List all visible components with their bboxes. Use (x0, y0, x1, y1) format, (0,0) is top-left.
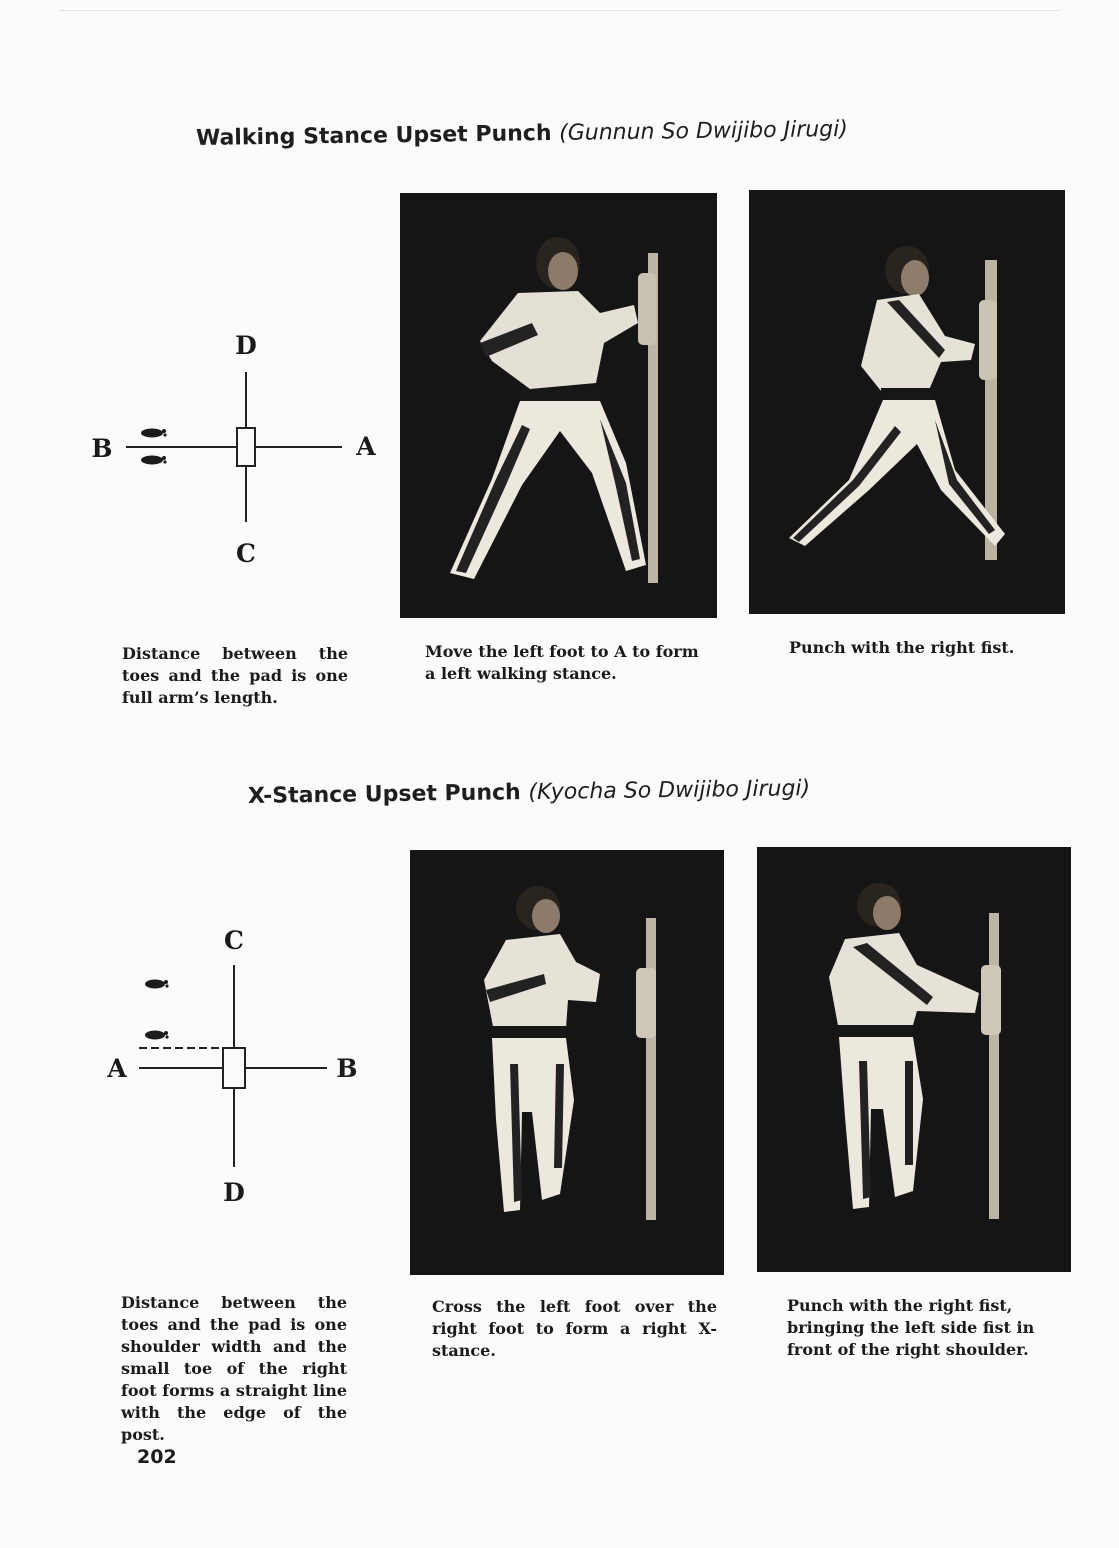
photo-walking-stance-step1 (400, 193, 717, 618)
diagram-label-left: A (107, 1054, 127, 1083)
diagram-label-top: C (224, 926, 244, 955)
walking-stance-diagram (80, 320, 390, 580)
caption-walking-stance-distance: Distance between the toes and the pad is one full arm’s length. (122, 644, 348, 707)
diagram-label-top: D (235, 331, 257, 360)
photo-walking-stance-step2 (749, 190, 1065, 614)
footprints-icon (145, 980, 169, 1040)
caption-x-stance-step2: Punch with the right fist, bringing the left side fist in front of the right shoulder. (787, 1296, 1035, 1359)
page-number: 202 (137, 1446, 177, 1468)
diagram-label-bottom: C (236, 539, 256, 568)
section-title-korean: (Gunnun So Dwijibo Jirugi) (559, 116, 849, 146)
diagram-label-left: B (91, 434, 113, 463)
page-edge-rule (60, 10, 1060, 11)
section-title-text: Walking Stance Upset Punch (195, 121, 552, 151)
diagram-label-right: B (336, 1054, 358, 1083)
section-title-walking-stance (196, 117, 848, 151)
x-stance-diagram (95, 915, 370, 1215)
section-title-korean: (Kyocha So Dwijibo Jirugi) (528, 776, 811, 806)
photo-x-stance-step2 (757, 847, 1071, 1272)
photo-x-stance-step1 (410, 850, 724, 1275)
section-title-text: X-Stance Upset Punch (247, 780, 521, 809)
caption-x-stance-step1: Cross the left foot over the right foot to form a right X-stance. (432, 1297, 717, 1360)
caption-x-stance-distance: Distance between the toes and the pad is one shoulder width and the small toe of the right foot forms a straight line with the edge of the post. (121, 1293, 347, 1444)
caption-walking-stance-step1: Move the left foot to A to form a left walking stance. (425, 642, 699, 683)
section-title-x-stance (248, 776, 810, 809)
diagram-label-bottom: D (223, 1178, 245, 1207)
caption-walking-stance-step2: Punch with the right fist. (789, 638, 1015, 657)
diagram-label-right: A (356, 432, 376, 461)
